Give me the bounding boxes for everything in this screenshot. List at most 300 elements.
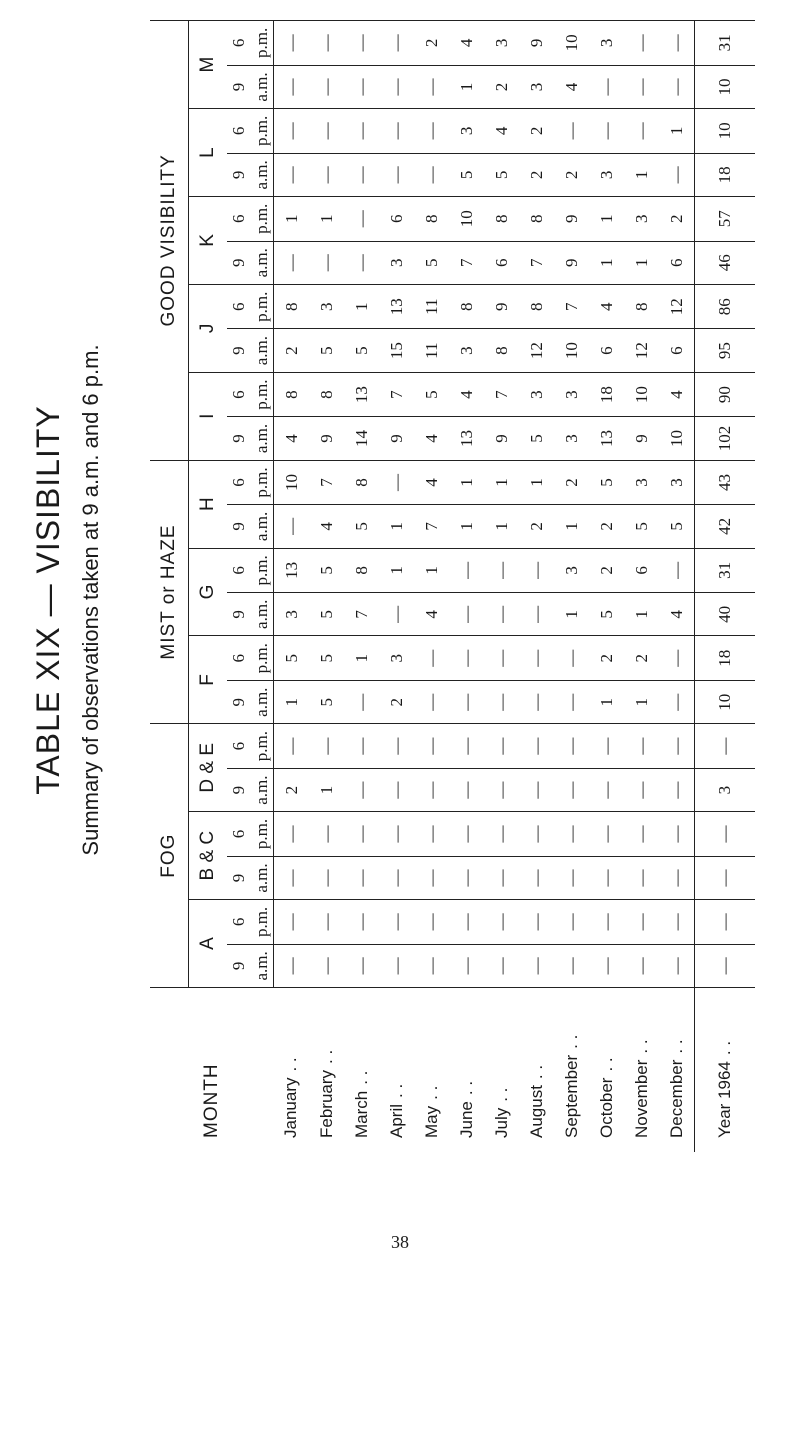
value-cell: 95 [695,329,756,372]
value-cell: — [274,153,310,196]
value-cell: 8 [274,372,310,417]
value-cell: — [414,65,449,108]
value-cell: — [449,636,484,681]
value-cell: — [659,944,695,987]
value-cell: 5 [414,372,449,417]
am-label: a.m. [251,593,274,636]
value-cell: 1 [379,548,414,593]
value-cell: — [274,505,310,548]
value-cell: — [274,65,310,108]
value-cell: — [589,724,624,769]
month-cell [414,988,449,1153]
value-cell: — [309,109,344,154]
value-cell: 7 [379,372,414,417]
value-cell: — [274,812,310,857]
table-row [589,21,624,1153]
value-cell: 3 [589,153,624,196]
value-cell: 9 [519,21,554,66]
table-row [414,21,449,1153]
value-cell: 1 [554,593,589,636]
value-cell: 2 [624,636,659,681]
value-cell: 8 [344,460,379,505]
value-cell: 5 [659,505,695,548]
value-cell: 1 [274,681,310,724]
value-cell: 13 [379,284,414,329]
month-name: April [386,1103,406,1138]
value-cell: — [589,944,624,987]
value-cell: 10 [274,460,310,505]
value-cell: — [414,109,449,154]
value-cell: 102 [695,417,756,460]
hour-6: 6 [227,812,251,857]
value-cell: 1 [484,505,519,548]
value-cell: — [519,856,554,899]
hour-9: 9 [227,681,251,724]
value-cell: — [274,900,310,945]
hour-9: 9 [227,768,251,811]
pm-label: p.m. [251,548,274,593]
code-i: I [189,372,228,460]
value-cell: — [344,109,379,154]
value-cell: 8 [344,548,379,593]
hour-6: 6 [227,109,251,154]
value-cell: 18 [695,153,756,196]
value-cell: — [589,856,624,899]
hour-6: 6 [227,196,251,241]
value-cell: — [379,153,414,196]
code-l: L [189,109,228,197]
value-cell: — [414,724,449,769]
value-cell: — [554,681,589,724]
page-number: 38 [391,1232,409,1252]
value-cell: 5 [344,329,379,372]
value-cell: 9 [554,241,589,284]
value-cell: — [344,900,379,945]
value-cell: — [344,768,379,811]
value-cell: — [449,768,484,811]
value-cell: — [379,21,414,66]
am-label: a.m. [251,241,274,284]
code-h: H [189,460,228,548]
code-k: K [189,196,228,284]
value-cell: — [695,856,756,899]
month-name: November [631,1059,651,1138]
value-cell: — [379,460,414,505]
value-cell: — [519,944,554,987]
group-good-visibility: GOOD VISIBILITY [150,21,189,461]
value-cell: 5 [309,636,344,681]
table-body [274,21,756,1153]
hour-9: 9 [227,593,251,636]
am-label: a.m. [251,856,274,899]
value-cell: 1 [624,241,659,284]
month-cell [659,988,695,1153]
value-cell: 3 [554,372,589,417]
value-cell: 10 [554,21,589,66]
value-cell: 2 [554,153,589,196]
value-cell: 14 [344,417,379,460]
value-cell: 5 [309,329,344,372]
value-cell: 1 [624,593,659,636]
value-cell: — [414,812,449,857]
value-cell: — [519,681,554,724]
value-cell: — [344,153,379,196]
value-cell: 6 [659,329,695,372]
code-f: F [189,636,228,724]
code-d-e: D & E [189,724,228,812]
month-cell [379,988,414,1153]
value-cell: 12 [659,284,695,329]
value-cell: — [414,900,449,945]
value-cell: — [449,681,484,724]
value-cell: 13 [344,372,379,417]
am-label: a.m. [251,505,274,548]
code-a: A [189,900,228,988]
value-cell: — [554,944,589,987]
value-cell: 18 [695,636,756,681]
value-cell: — [659,65,695,108]
leader-dots: . . [526,1064,546,1080]
value-cell: — [484,944,519,987]
value-cell: 2 [484,65,519,108]
value-cell: 2 [589,636,624,681]
hour-6: 6 [227,284,251,329]
leader-dots: . . [456,1080,476,1096]
value-cell: 9 [554,196,589,241]
value-cell: 1 [589,681,624,724]
value-cell: 4 [449,372,484,417]
pm-label: p.m. [251,109,274,154]
value-cell: — [309,944,344,987]
value-cell: 6 [379,196,414,241]
value-cell: — [379,900,414,945]
code-b-c: B & C [189,812,228,900]
value-cell: 8 [274,284,310,329]
value-cell: — [624,21,659,66]
value-cell: 1 [519,460,554,505]
value-cell: 90 [695,372,756,417]
month-cell [449,988,484,1153]
value-cell: 7 [484,372,519,417]
hour-6: 6 [227,372,251,417]
value-cell: — [449,593,484,636]
table-row [624,21,659,1153]
value-cell: 4 [659,593,695,636]
value-cell: 4 [274,417,310,460]
value-cell: 1 [274,196,310,241]
value-cell: — [379,109,414,154]
value-cell: 3 [484,21,519,66]
value-cell: 9 [484,417,519,460]
value-cell: — [344,681,379,724]
pm-label: p.m. [251,196,274,241]
am-label: a.m. [251,681,274,724]
value-cell: 3 [589,21,624,66]
value-cell: 10 [449,196,484,241]
value-cell: — [414,681,449,724]
value-cell: 2 [274,768,310,811]
value-cell: 3 [554,417,589,460]
value-cell: 13 [449,417,484,460]
value-cell: 3 [379,241,414,284]
leader-dots: . . [351,1070,371,1085]
month-cell [695,988,756,1153]
month-cell [554,988,589,1153]
pm-label: p.m. [251,900,274,945]
value-cell: — [309,153,344,196]
value-cell: — [449,812,484,857]
value-cell: — [695,812,756,857]
value-cell: 8 [624,284,659,329]
pm-label: p.m. [251,460,274,505]
value-cell: 2 [519,153,554,196]
value-cell: 2 [589,505,624,548]
value-cell: — [344,65,379,108]
am-label: a.m. [251,329,274,372]
value-cell: — [274,944,310,987]
value-cell: — [414,636,449,681]
table-row [309,21,344,1153]
value-cell: 8 [309,372,344,417]
value-cell: 4 [589,284,624,329]
table-row [344,21,379,1153]
value-cell: 5 [484,153,519,196]
value-cell: — [519,636,554,681]
value-cell: — [589,812,624,857]
value-cell: — [274,856,310,899]
value-cell: — [519,548,554,593]
value-cell: — [309,856,344,899]
value-cell: — [344,944,379,987]
value-cell: 8 [449,284,484,329]
value-cell: — [344,21,379,66]
leader-dots: . . [666,1039,686,1054]
month-name: Year 1964 [715,1061,734,1138]
value-cell: — [519,812,554,857]
value-cell: — [449,900,484,945]
value-cell: 3 [659,460,695,505]
value-cell: 4 [659,372,695,417]
value-cell: 3 [519,372,554,417]
value-cell: 10 [695,109,756,154]
value-cell: 3 [695,768,756,811]
value-cell: 3 [519,65,554,108]
value-cell: — [554,636,589,681]
value-cell: — [659,900,695,945]
value-cell: 2 [659,196,695,241]
hour-9: 9 [227,241,251,284]
value-cell: — [695,724,756,769]
month-name: March [351,1090,371,1138]
hour-header-row [227,21,251,1153]
value-cell: — [414,153,449,196]
value-cell: — [414,856,449,899]
ampm-header-row [251,21,274,1153]
value-cell: 13 [274,548,310,593]
value-cell: — [309,724,344,769]
pm-label: p.m. [251,636,274,681]
value-cell: — [589,900,624,945]
value-cell: — [659,21,695,66]
month-name: January [281,1077,301,1138]
value-cell: — [344,724,379,769]
value-cell: — [484,593,519,636]
value-cell: 5 [274,636,310,681]
value-cell: 2 [519,505,554,548]
value-cell: 57 [695,196,756,241]
value-cell: 1 [379,505,414,548]
value-cell: — [519,768,554,811]
month-cell [309,988,344,1153]
leader-dots: . . [316,1049,336,1064]
pm-label: p.m. [251,21,274,66]
value-cell: 6 [624,548,659,593]
value-cell: 3 [624,460,659,505]
value-cell: 1 [344,636,379,681]
value-cell: 1 [484,460,519,505]
value-cell: 7 [309,460,344,505]
group-header-row [150,21,189,1153]
table-row [484,21,519,1153]
value-cell: 10 [554,329,589,372]
value-cell: — [379,768,414,811]
value-cell: 3 [624,196,659,241]
value-cell: — [449,548,484,593]
value-cell: 11 [414,329,449,372]
table-title: TABLE XIX — VISIBILITY [30,405,66,795]
value-cell: 5 [309,548,344,593]
value-cell: 1 [309,768,344,811]
value-cell: 2 [519,109,554,154]
value-cell: 5 [309,593,344,636]
table-row [379,21,414,1153]
value-cell: — [659,548,695,593]
value-cell: 43 [695,460,756,505]
value-cell: — [309,65,344,108]
am-label: a.m. [251,153,274,196]
month-name: May [421,1105,441,1138]
month-cell [519,988,554,1153]
value-cell: — [554,768,589,811]
value-cell: — [554,856,589,899]
value-cell: 4 [554,65,589,108]
month-cell [589,988,624,1153]
value-cell: — [344,812,379,857]
value-cell: 3 [449,109,484,154]
value-cell: 1 [589,241,624,284]
value-cell: 8 [484,329,519,372]
value-cell: 3 [309,284,344,329]
month-name: December [666,1059,686,1138]
table-subtitle: Summary of observations taken at 9 a.m. and 6 p.m. [78,344,103,856]
value-cell: 5 [344,505,379,548]
month-name: October [596,1077,616,1138]
value-cell: — [659,768,695,811]
hour-9: 9 [227,856,251,899]
month-name: June [456,1101,476,1138]
value-cell: 8 [484,196,519,241]
value-cell: 5 [519,417,554,460]
value-cell: — [659,636,695,681]
value-cell: 1 [414,548,449,593]
table-row [519,21,554,1153]
month-cell [484,988,519,1153]
hour-9: 9 [227,65,251,108]
value-cell: 1 [309,196,344,241]
leader-dots: . . [561,1034,581,1049]
value-cell: — [484,681,519,724]
table-row [554,21,589,1153]
value-cell: 1 [589,196,624,241]
month-name: February [316,1069,336,1138]
value-cell: — [274,724,310,769]
leader-dots: . . [631,1039,651,1054]
value-cell: — [695,900,756,945]
value-cell: 5 [624,505,659,548]
value-cell: — [414,768,449,811]
value-cell: — [379,812,414,857]
value-cell: 8 [519,196,554,241]
code-header-row [189,21,228,1153]
value-cell: — [344,196,379,241]
value-cell: 5 [414,241,449,284]
value-cell: — [484,768,519,811]
leader-dots: . . [281,1057,301,1072]
table-row [449,21,484,1153]
value-cell: 3 [554,548,589,593]
leader-dots: . . [386,1083,406,1098]
value-cell: 3 [379,636,414,681]
month-name: August [526,1085,546,1138]
month-cell [274,988,310,1153]
value-cell: — [484,812,519,857]
value-cell: — [379,65,414,108]
value-cell: — [624,65,659,108]
value-cell: — [309,241,344,284]
value-cell: 46 [695,241,756,284]
hour-6: 6 [227,900,251,945]
value-cell: 6 [659,241,695,284]
value-cell: — [624,856,659,899]
value-cell: — [484,856,519,899]
hour-6: 6 [227,724,251,769]
hour-6: 6 [227,460,251,505]
value-cell: 1 [624,681,659,724]
value-cell: — [274,109,310,154]
value-cell: — [519,593,554,636]
value-cell: 31 [695,548,756,593]
value-cell: — [659,153,695,196]
value-cell: 4 [414,460,449,505]
value-cell: 3 [449,329,484,372]
value-cell: — [449,724,484,769]
am-label: a.m. [251,417,274,460]
value-cell: 7 [344,593,379,636]
value-cell: 5 [589,593,624,636]
value-cell: 7 [554,284,589,329]
leader-dots: . . [491,1087,511,1102]
value-cell: — [659,812,695,857]
value-cell: 1 [449,505,484,548]
value-cell: 12 [624,329,659,372]
value-cell: 1 [624,153,659,196]
hour-9: 9 [227,505,251,548]
value-cell: — [484,724,519,769]
value-cell: 3 [274,593,310,636]
month-name: September [561,1054,581,1138]
code-j: J [189,284,228,372]
value-cell: 1 [554,505,589,548]
